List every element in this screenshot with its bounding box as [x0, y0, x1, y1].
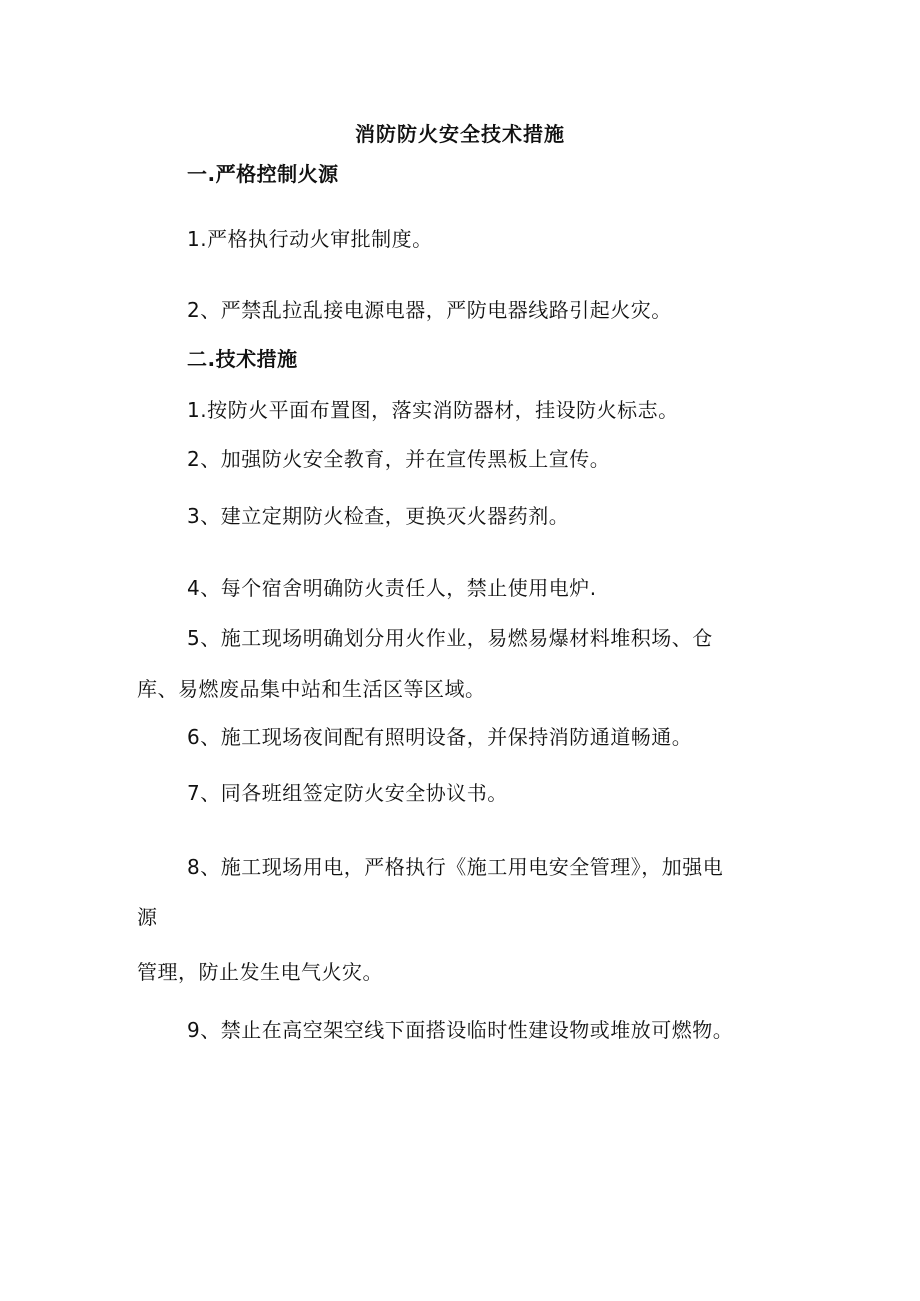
paragraph-continuation: 库、易燃废品集中站和生活区等区域。	[137, 677, 486, 701]
paragraph: 2、严禁乱拉乱接电源电器，严防电器线路引起火灾。	[187, 298, 672, 322]
paragraph-continuation: 管理，防止发生电气火灾。	[137, 960, 383, 984]
paragraph: 2、加强防火安全教育，并在宣传黑板上宣传。	[187, 447, 611, 471]
paragraph: 1.按防火平面布置图，落实消防器材，挂设防火标志。	[187, 398, 679, 422]
paragraph: 9、禁止在高空架空线下面搭设临时性建设物或堆放可燃物。	[187, 1018, 734, 1042]
section-heading-fire-source: 一.严格控制火源	[187, 162, 339, 186]
paragraph: 5、施工现场明确划分用火作业，易燃易爆材料堆积场、仓	[187, 626, 713, 650]
paragraph: 1.严格执行动火审批制度。	[187, 227, 433, 251]
paragraph-continuation: 源	[137, 905, 158, 929]
document-title: 消防防火安全技术措施	[355, 122, 565, 146]
paragraph: 4、每个宿舍明确防火责任人，禁止使用电炉.	[187, 576, 597, 600]
paragraph: 3、建立定期防火检查，更换灭火器药剂。	[187, 504, 570, 528]
paragraph: 6、施工现场夜间配有照明设备，并保持消防通道畅通。	[187, 725, 693, 749]
section-heading-technical-measures: 二.技术措施	[187, 347, 298, 371]
paragraph: 8、施工现场用电，严格执行《施工用电安全管理》，加强电	[187, 855, 724, 879]
paragraph: 7、同各班组签定防火安全协议书。	[187, 781, 508, 805]
